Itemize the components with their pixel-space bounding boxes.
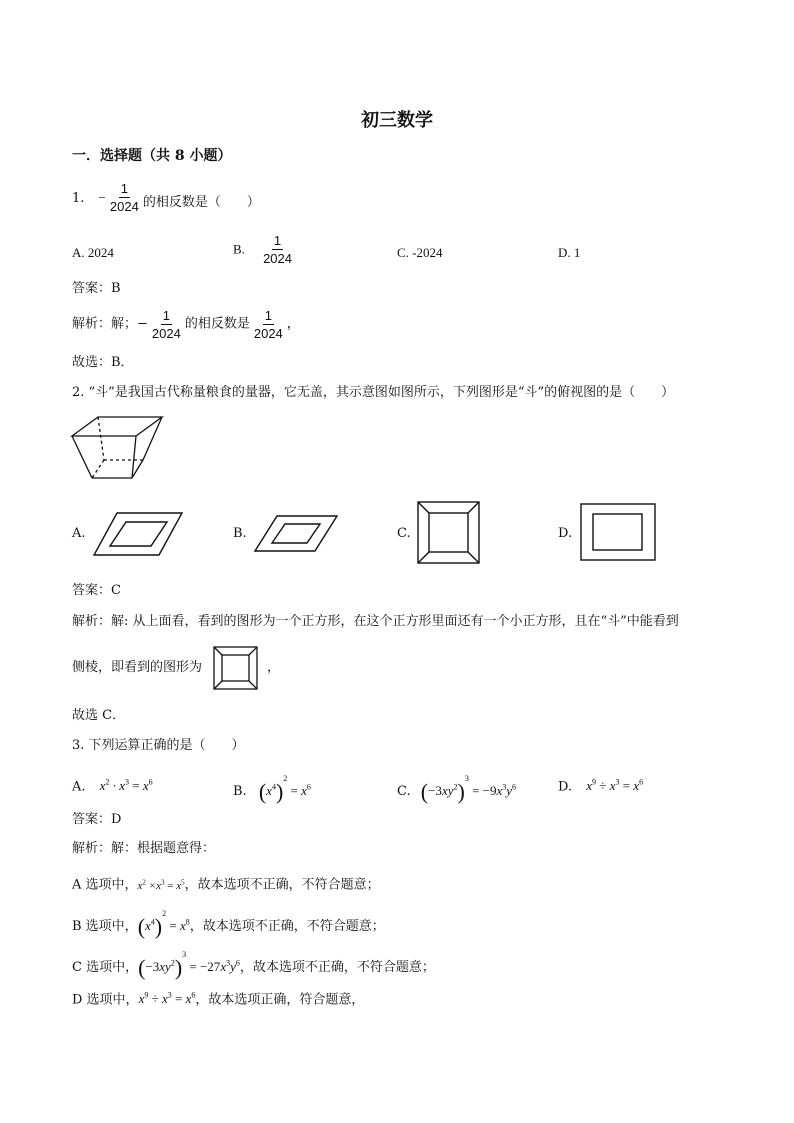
question-2: 2. “斗”是我国古代称量粮食的量器，它无盖，其示意图如图所示，下列图形是“斗”的俯视图的是（ ） (72, 385, 675, 400)
fraction: $\frac{1}{2024}$ (263, 233, 292, 266)
fraction: $\frac{1}{2024}$ (109, 181, 139, 214)
option-a[interactable]: A. $x^2 \cdot x^3 = x^6$ (72, 778, 153, 795)
analysis-continued: 侧棱，即看到的图形为 (72, 660, 203, 675)
option-c[interactable]: C. $(-3xy^2)^3 = -9x^3y^6$ (397, 774, 517, 805)
option-b[interactable]: B. $(x^4)^2 = x^6$ (233, 774, 311, 805)
formula: $(x^4)^2 = x^6$ (258, 774, 311, 805)
answer: 答案：C (72, 583, 121, 598)
fraction: $\frac{1}{2024}$ (253, 308, 283, 341)
option-d[interactable]: D. $x^9 \div x^3 = x^6$ (558, 778, 644, 795)
formula: $x^2 \cdot x^3 = x^6$ (99, 778, 153, 794)
punctuation: ， (267, 660, 281, 675)
option-c[interactable]: C. (397, 526, 411, 541)
question-3: 3. 下列运算正确的是（ ） (72, 738, 245, 753)
page-title: 初三数学 (361, 110, 433, 131)
option-d-figure[interactable] (580, 503, 656, 561)
option-c-figure[interactable] (417, 501, 480, 564)
answer: 答案：D (72, 812, 122, 827)
analysis: 解析：解：根据题意得： (72, 841, 216, 856)
option-b[interactable]: B. $\frac{1}{2024}$ (233, 233, 292, 266)
option-d[interactable]: D. 1 (558, 245, 581, 260)
formula: $x^9 \div x^3 = x^6$ (586, 778, 644, 794)
conclusion: 故选 C． (72, 708, 126, 723)
analysis-line-d: D 选项中，$x^9 \div x^3 = x^6$，故本选项正确，符合题意， (72, 991, 365, 1008)
fraction: $\frac{1}{2024}$ (151, 308, 181, 341)
option-a[interactable]: A. 2024 (72, 245, 114, 260)
minus-sign: − (98, 189, 106, 205)
analysis-line-a: A 选项中，$x^2 \times x^3 = x^5$，故本选项不正确，不符合题意； (72, 877, 380, 893)
analysis: 解析：解: 从上面看，看到的图形为一个正方形，在这个正方形里面还有一个小正方形，且在“斗”中能看到 (72, 614, 679, 629)
option-c[interactable]: C. -2024 (397, 245, 443, 260)
option-b-figure[interactable] (254, 515, 338, 553)
question-1 (72, 181, 260, 214)
answer: 答案：B (72, 281, 121, 296)
option-a[interactable]: A. (72, 526, 86, 541)
top-view-figure (213, 646, 259, 690)
analysis: 解析：解；− $\frac{1}{2024}$ 的相反数是 $\frac{1}{2024}$ ， (72, 308, 300, 341)
option-b[interactable]: B. (233, 526, 247, 541)
analysis-line-b: B 选项中，$(x^4)^2 = x^8$，故本选项不正确，不符合题意； (72, 909, 385, 940)
dou-3d-figure (70, 416, 165, 482)
formula: $(-3xy^2)^3 = -9x^3y^6$ (420, 774, 517, 805)
question-number: 1. (72, 191, 85, 206)
question-stem: 的相反数是（ ） (142, 195, 260, 210)
option-a-figure[interactable] (93, 512, 183, 556)
analysis-line-c: C 选项中，$(-3xy^2)^3 = -27x^3y^6$，故本选项不正确，不符合题意； (72, 950, 435, 981)
option-d[interactable]: D. (558, 526, 573, 541)
conclusion: 故选：B． (72, 355, 134, 370)
section-heading: 一．选择题（共 8 小题） (72, 148, 232, 164)
